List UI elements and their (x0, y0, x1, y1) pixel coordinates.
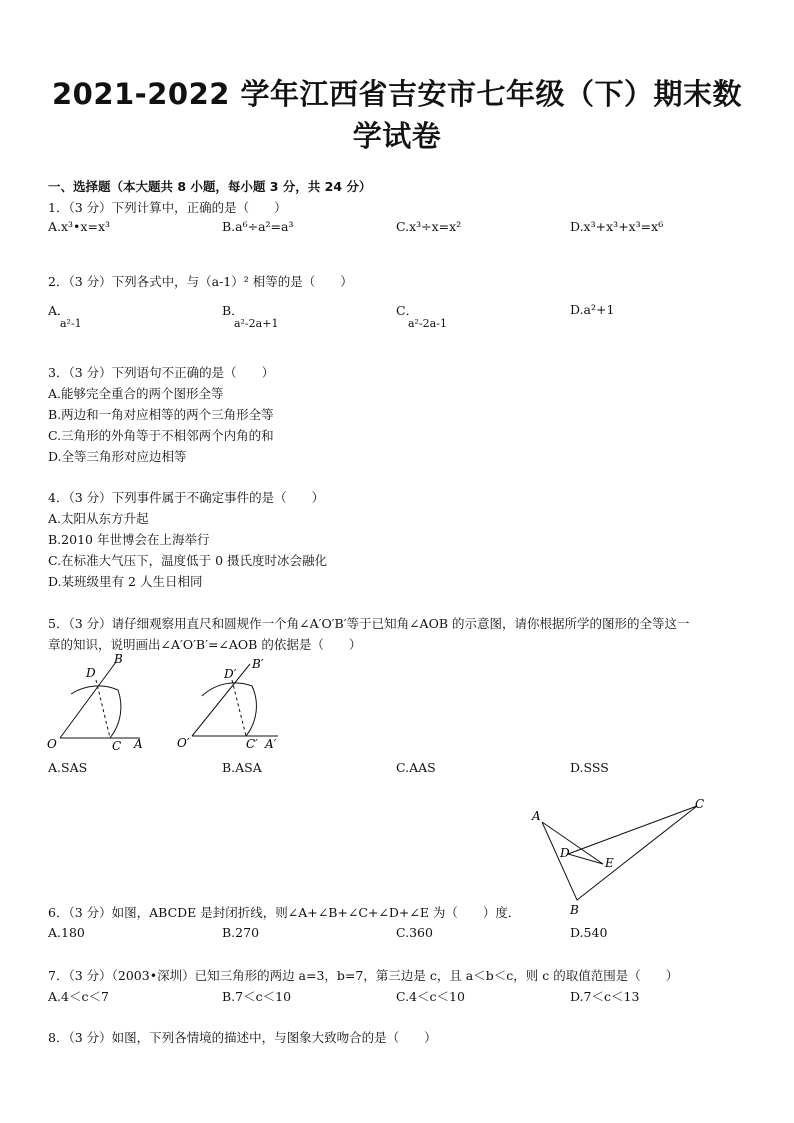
fig1-label-o: O (47, 737, 57, 751)
q4-option-d: D.某班级里有 2 人生日相同 (48, 574, 203, 589)
fig1-label-d: D (86, 666, 96, 680)
page-title-line2: 学试卷 (352, 119, 442, 153)
q6-option-a: A.180 (48, 925, 85, 940)
q7-option-b: B.7＜c＜10 (222, 989, 292, 1004)
q2-option-c (396, 301, 447, 330)
q2-option-c-label: C． (396, 303, 419, 318)
q1-option-b: B.a⁶÷a²=a³ (222, 219, 294, 234)
q5-figure-original (47, 652, 143, 753)
q2-option-a-expr: a²-1 (60, 317, 82, 330)
fig2-label-a: A′ (265, 737, 277, 751)
fig1-label-c: C (112, 739, 122, 753)
fig1-label-b: B (114, 652, 123, 666)
q2-option-b-label: B． (222, 303, 244, 318)
q2-option-d: D.a²+1 (570, 302, 615, 317)
q3-option-d: D.全等三角形对应边相等 (48, 449, 187, 464)
q3-option-c: C.三角形的外角等于不相邻两个内角的和 (48, 428, 274, 443)
q6-stem: 6．（3 分）如图，ABCDE 是封闭折线，则∠A+∠B+∠C+∠D+∠E 为（ ）度． (48, 905, 521, 920)
q2-option-b-expr: a²-2a+1 (234, 317, 279, 330)
fig2-label-b: B′ (252, 657, 264, 671)
q2-stem: 2．（3 分）下列各式中，与（a-1）² 相等的是（ ） (48, 274, 353, 289)
fig2-label-c: C′ (246, 737, 258, 751)
fig2-label-o: O′ (177, 736, 190, 750)
q7-option-a: A.4＜c＜7 (48, 989, 109, 1004)
q5-option-a: A.SAS (48, 760, 88, 775)
q7-stem: 7．（3 分）（2003•深圳）已知三角形的两边 a=3，b=7，第三边是 c，且 a＜b＜c，则 c 的取值范围是（ ） (48, 968, 679, 983)
q6-label-e: E (605, 856, 614, 870)
q4-option-b: B.2010 年世博会在上海举行 (48, 532, 210, 547)
q4-option-c: C.在标准大气压下，温度低于 0 摄氏度时冰会融化 (48, 553, 327, 568)
q2-option-a (48, 301, 82, 330)
q6-label-a: A (532, 809, 541, 823)
q3-option-a: A.能够完全重合的两个图形全等 (48, 386, 224, 401)
q2-option-c-expr: a²-2a-1 (408, 317, 447, 330)
q4-stem: 4．（3 分）下列事件属于不确定事件的是（ ） (48, 490, 325, 505)
q1-option-a: A.x³•x=x³ (48, 219, 111, 234)
fig2-label-d: D′ (224, 667, 237, 681)
q1-option-d: D.x³+x³+x³=x⁶ (570, 219, 664, 234)
q7-option-d: D.7＜c＜13 (570, 989, 640, 1004)
page-title-line1: 2021-2022 学年江西省吉安市七年级（下）期末数 (51, 77, 743, 111)
q3-option-b: B.两边和一角对应相等的两个三角形全等 (48, 407, 274, 422)
q5-option-c: C.AAS (396, 760, 436, 775)
q7-option-c: C.4＜c＜10 (396, 989, 465, 1004)
q1-option-c: C.x³÷x=x² (396, 219, 462, 234)
section-heading: 一、选择题（本大题共 8 小题，每小题 3 分，共 24 分） (48, 179, 372, 194)
q5-stem-line1: 5．（3 分）请仔细观察用直尺和圆规作一个角∠A′O′B′等于已知角∠AOB 的示意图，请你根据所学的图形的全等这一 (48, 616, 690, 631)
q6-label-d: D (560, 846, 570, 860)
q4-option-a: A.太阳从东方升起 (48, 511, 149, 526)
q5-figure-copy (177, 657, 278, 751)
q1-stem: 1．（3 分）下列计算中，正确的是（ ） (48, 200, 287, 215)
q6-option-c: C.360 (396, 925, 433, 940)
q6-label-b: B (570, 903, 579, 917)
q5-stem-line2: 章的知识，说明画出∠A′O′B′=∠AOB 的依据是（ ） (48, 637, 362, 652)
q2-option-b (222, 301, 278, 330)
fig1-label-a: A (134, 737, 143, 751)
q8-stem: 8．（3 分）如图，下列各情境的描述中，与图象大致吻合的是（ ） (48, 1030, 437, 1045)
q5-figure-angles (40, 650, 300, 755)
q2-option-a-label: A． (48, 303, 70, 318)
q6-figure-polyline (525, 792, 715, 920)
q5-option-b: B.ASA (222, 760, 262, 775)
q6-label-c: C (695, 797, 705, 811)
q3-stem: 3．（3 分）下列语句不正确的是（ ） (48, 365, 275, 380)
q6-option-d: D.540 (570, 925, 608, 940)
q5-option-d: D.SSS (570, 760, 609, 775)
q6-option-b: B.270 (222, 925, 260, 940)
